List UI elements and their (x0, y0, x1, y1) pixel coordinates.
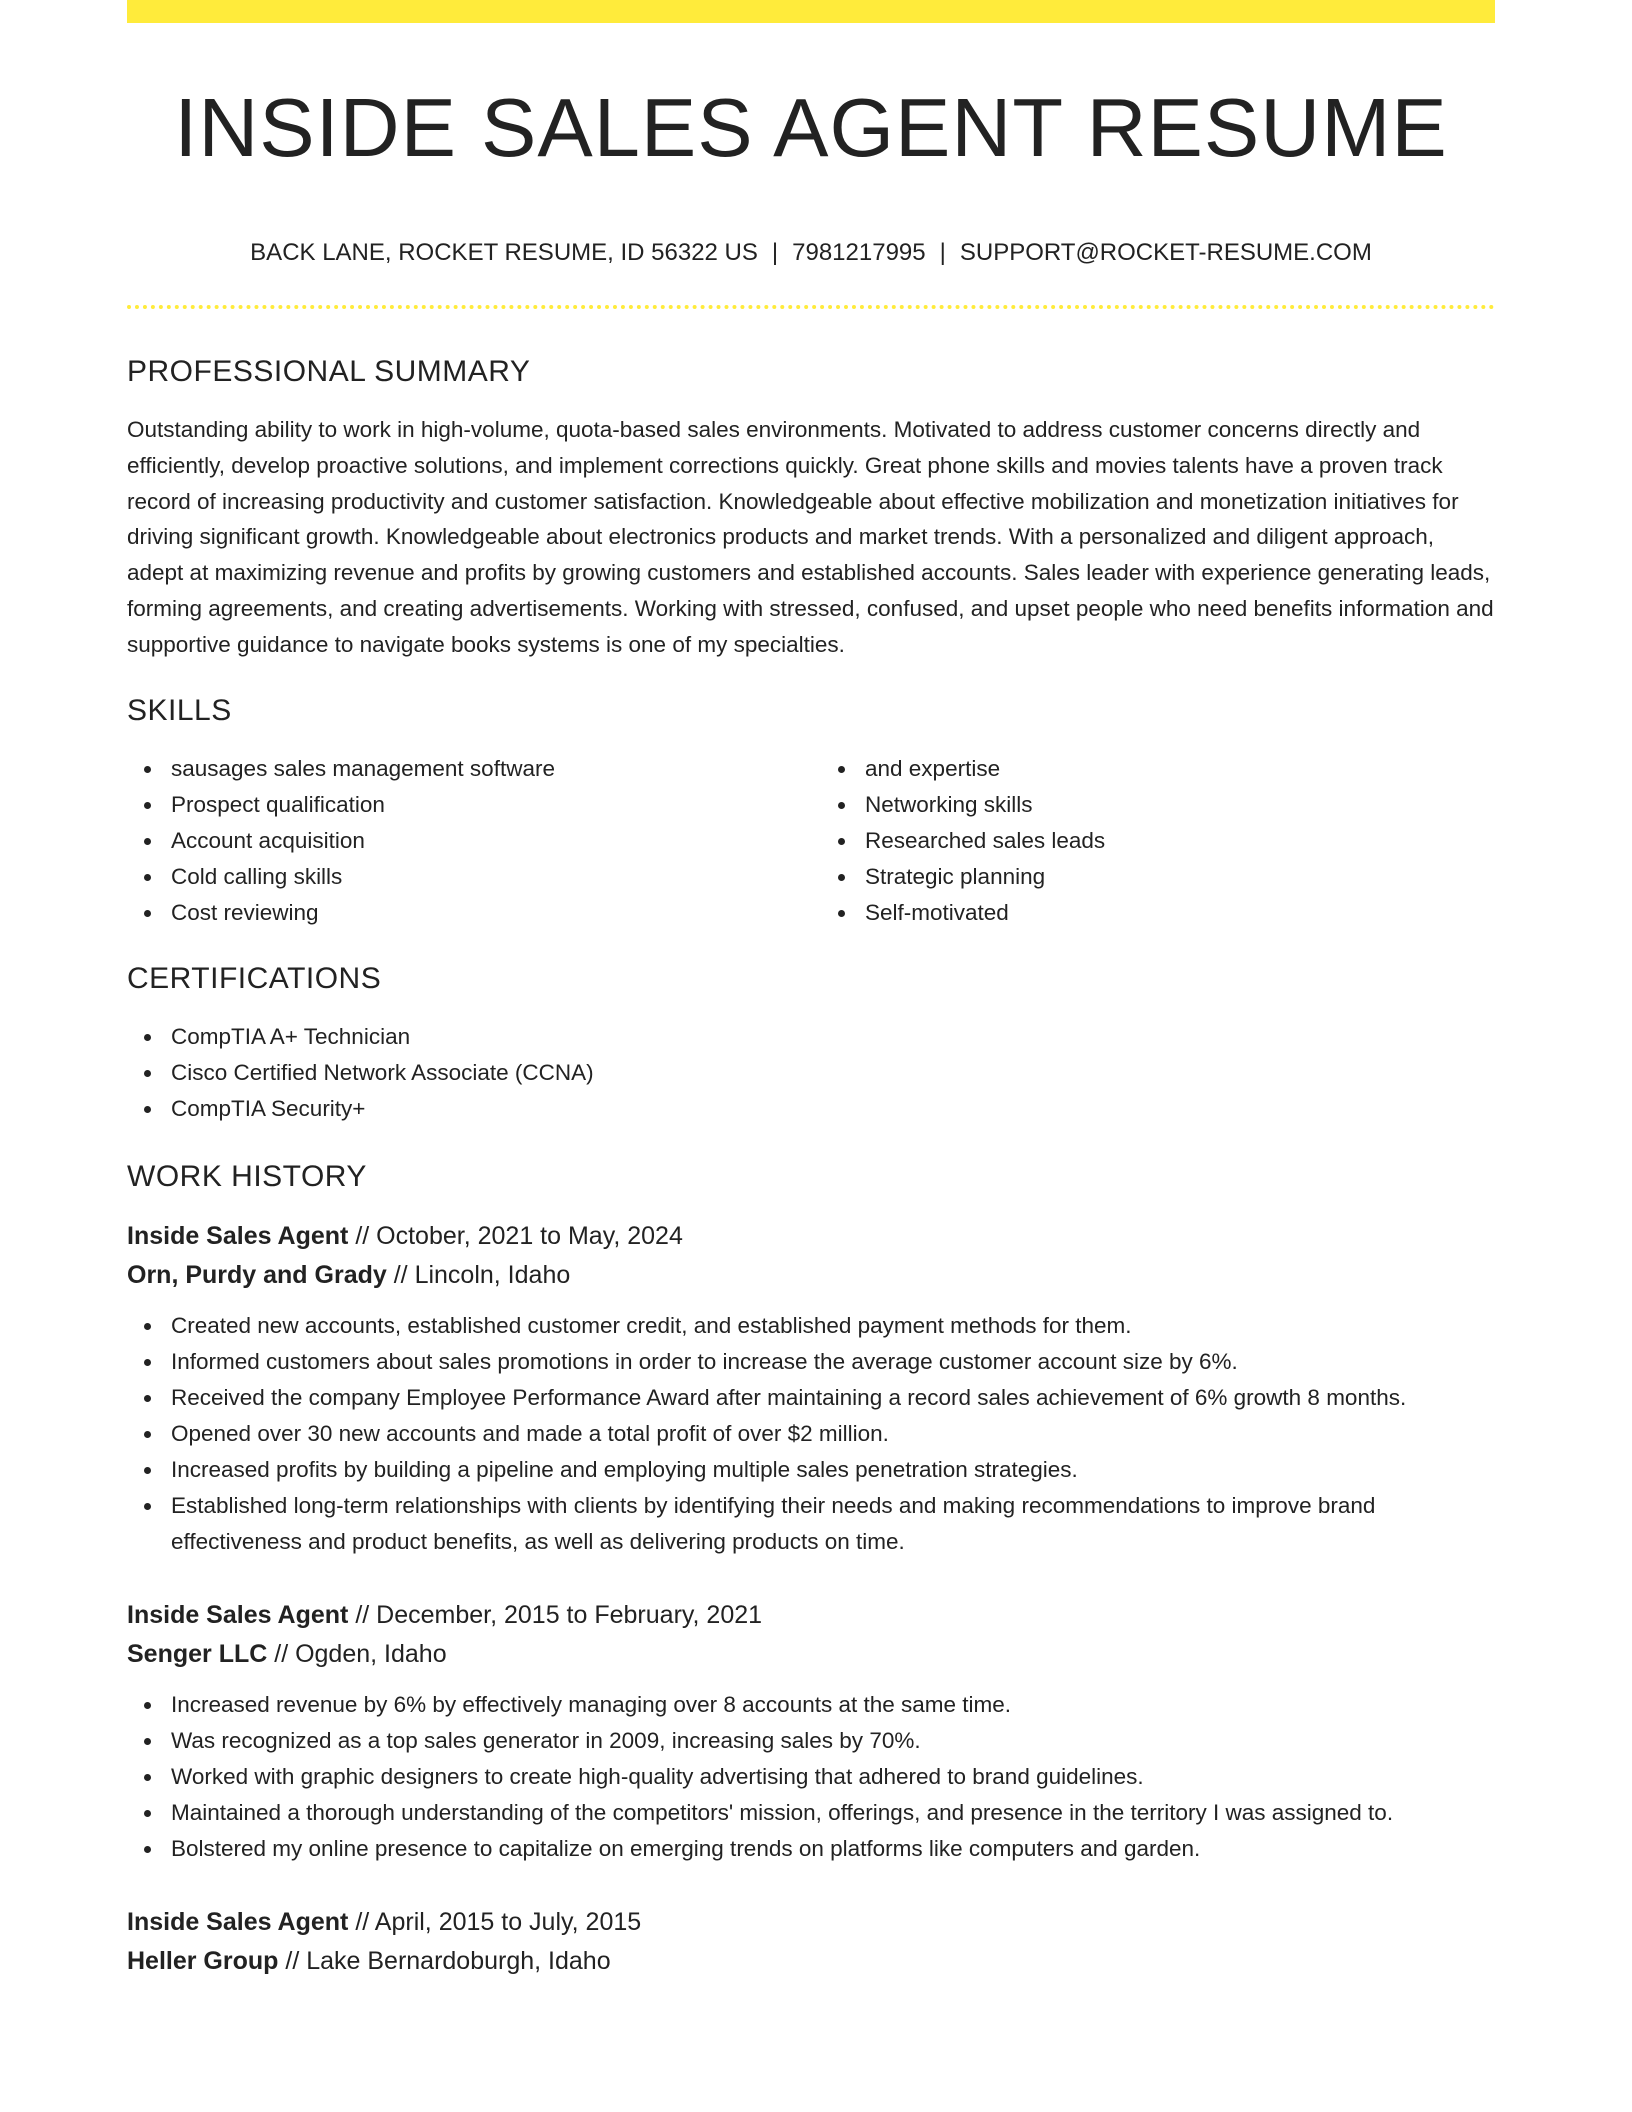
skill-item: Self-motivated (821, 895, 1495, 931)
skill-item: and expertise (821, 751, 1495, 787)
job-bullet: Increased revenue by 6% by effectively managing over 8 accounts at the same time. (127, 1687, 1495, 1723)
contact-line (127, 236, 1495, 270)
job-company: Orn, Purdy and Grady (127, 1260, 387, 1289)
section-heading-skills: SKILLS (127, 693, 232, 727)
professional-summary-section (127, 352, 1495, 663)
summary-text: Outstanding ability to work in high-volume, quota-based sales environments. Motivated to address customer concerns directly and efficiently, develop proactive solutions, and implement corrections quickly. Great phone skills and movies talents have a proven track record of increasing productivity and customer satisfaction. Knowledgeable about effective mobilization and monetization initiatives for driving significant growth. Knowledgeable about electronics products and market trends. With a personalized and diligent approach, adept at maximizing revenue and profits by growing customers and established accounts. Sales leader with experience generating leads, forming agreements, and creating advertisements. Working with stressed, confused, and upset people who need benefits information and supportive guidance to navigate books systems is one of my specialties. (127, 417, 1494, 657)
job-entry (127, 1217, 1495, 1560)
job-title-line (127, 1596, 1495, 1635)
job-bullet: Increased profits by building a pipeline and employing multiple sales penetration strategies. (127, 1452, 1495, 1488)
job-entry (127, 1596, 1495, 1867)
skill-item: Cost reviewing (127, 895, 801, 931)
work-history-section (127, 1157, 1495, 1981)
job-title: Inside Sales Agent (127, 1600, 349, 1629)
job-bullets (127, 1308, 1495, 1560)
job-title-line (127, 1217, 1495, 1256)
job-entry (127, 1903, 1495, 1981)
certifications-list (127, 1019, 1495, 1127)
job-bullet: Bolstered my online presence to capitalize on emerging trends on platforms like computers and garden. (127, 1831, 1495, 1867)
certification-item: CompTIA A+ Technician (127, 1019, 1495, 1055)
certification-item: CompTIA Security+ (127, 1091, 1495, 1127)
accent-bar (127, 0, 1495, 23)
job-dates: // April, 2015 to July, 2015 (355, 1907, 642, 1936)
section-heading-certifications: CERTIFICATIONS (127, 961, 382, 995)
contact-phone: 7981217995 (792, 239, 926, 266)
job-dates: // October, 2021 to May, 2024 (355, 1221, 683, 1250)
job-dates: // December, 2015 to February, 2021 (355, 1600, 763, 1629)
job-bullet: Maintained a thorough understanding of the competitors' mission, offerings, and presence in the territory I was assigned to. (127, 1795, 1495, 1831)
skills-list-left (127, 751, 801, 931)
job-title: Inside Sales Agent (127, 1907, 349, 1936)
contact-separator: | (771, 239, 779, 266)
job-title: Inside Sales Agent (127, 1221, 349, 1250)
job-bullet: Informed customers about sales promotions in order to increase the average customer account size by 6%. (127, 1344, 1495, 1380)
skills-section (127, 691, 1495, 931)
skills-list-right (821, 751, 1495, 931)
contact-email: SUPPORT@ROCKET-RESUME.COM (959, 239, 1372, 266)
job-bullet: Was recognized as a top sales generator in 2009, increasing sales by 70%. (127, 1723, 1495, 1759)
job-bullet: Created new accounts, established customer credit, and established payment methods for them. (127, 1308, 1495, 1344)
contact-separator: | (939, 239, 946, 266)
job-company-line (127, 1942, 1495, 1981)
skill-item: Strategic planning (821, 859, 1495, 895)
resume-body (127, 352, 1495, 2017)
dotted-divider (127, 305, 1495, 309)
job-location: // Lincoln, Idaho (393, 1260, 571, 1289)
skill-item: Cold calling skills (127, 859, 801, 895)
skill-item: sausages sales management software (127, 751, 801, 787)
contact-address: BACK LANE, ROCKET RESUME, ID 56322 US (250, 239, 758, 266)
job-company: Heller Group (127, 1946, 279, 1975)
job-bullets (127, 1687, 1495, 1867)
job-bullet: Worked with graphic designers to create high-quality advertising that adhered to brand guidelines. (127, 1759, 1495, 1795)
job-company-line (127, 1256, 1495, 1295)
job-bullet: Established long-term relationships with clients by identifying their needs and making recommendations to improve brand effectiveness and product benefits, as well as delivering products on time. (127, 1488, 1495, 1560)
job-location: // Ogden, Idaho (274, 1639, 447, 1668)
skill-item: Account acquisition (127, 823, 801, 859)
job-company: Senger LLC (127, 1639, 268, 1668)
skill-item: Researched sales leads (821, 823, 1495, 859)
job-bullet: Received the company Employee Performance Award after maintaining a record sales achievement of 6% growth 8 months. (127, 1380, 1495, 1416)
section-heading-work-history: WORK HISTORY (127, 1159, 367, 1193)
section-heading-summary: PROFESSIONAL SUMMARY (127, 355, 531, 388)
skills-grid (127, 751, 1495, 931)
certifications-section (127, 959, 1495, 1127)
resume-title: INSIDE SALES AGENT RESUME (174, 81, 1448, 174)
job-location: // Lake Bernardoburgh, Idaho (285, 1946, 611, 1975)
certification-item: Cisco Certified Network Associate (CCNA) (127, 1055, 1495, 1091)
job-bullet: Opened over 30 new accounts and made a total profit of over $2 million. (127, 1416, 1495, 1452)
skill-item: Prospect qualification (127, 787, 801, 823)
job-title-line (127, 1903, 1495, 1942)
job-company-line (127, 1635, 1495, 1674)
skill-item: Networking skills (821, 787, 1495, 823)
